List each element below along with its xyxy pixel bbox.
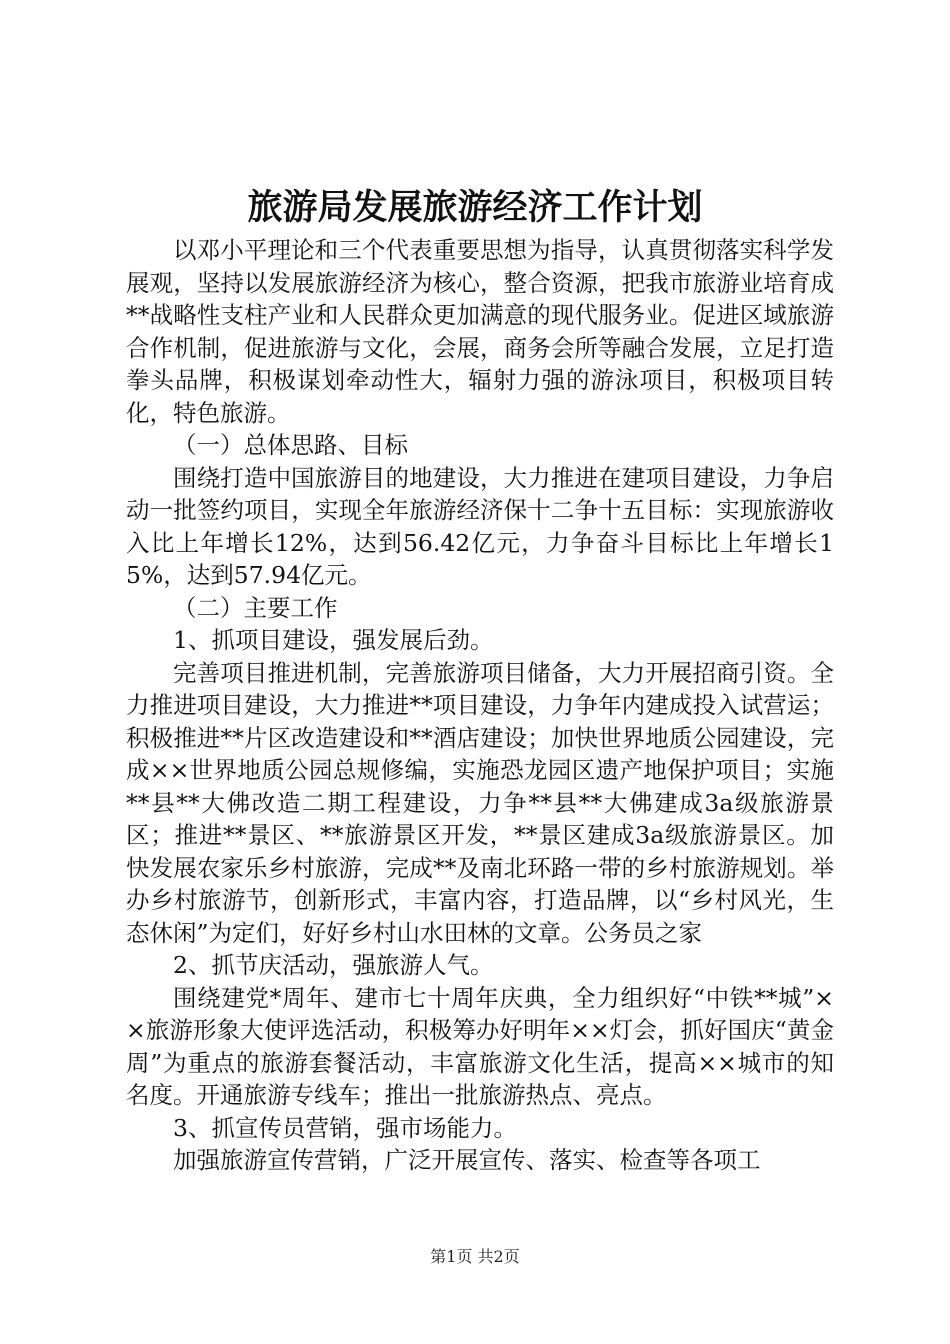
subheading-item-1: 1、抓项目建设，强发展后劲。 bbox=[173, 626, 494, 654]
document-body bbox=[126, 234, 834, 1177]
paragraph-goals: 围绕打造中国旅游目的地建设，大力推进在建项目建设，力争启动一批签约项目，实现全年旅游经济保十二争十五目标：实现旅游收入比上年增长12%，达到56.42亿元，力争奋斗目标比上年增长15%，达到57.94亿元。 bbox=[126, 463, 834, 589]
subheading-item-2: 2、抓节庆活动，强旅游人气。 bbox=[173, 951, 494, 979]
section-heading-1: （一）总体思路、目标 bbox=[173, 431, 408, 459]
paragraph-festivals: 围绕建党*周年、建市七十周年庆典，全力组织好“中铁**城”××旅游形象大使评选活动，积极筹办好明年××灯会，抓好国庆“黄金周”为重点的旅游套餐活动，丰富旅游文化生活，提高××城市的知名度。开通旅游专线车；推出一批旅游热点、亮点。 bbox=[126, 983, 834, 1109]
section-heading-2: （二）主要工作 bbox=[173, 593, 338, 622]
document-title: 旅游局发展旅游经济工作计划 bbox=[247, 187, 703, 228]
subheading-item-3: 3、抓宣传员营销，强市场能力。 bbox=[173, 1113, 517, 1142]
paragraph-intro: 以邓小平理论和三个代表重要思想为指导，认真贯彻落实科学发展观，坚持以发展旅游经济为核心，整合资源，把我市旅游业培育成**战略性支柱产业和人民群众更加满意的现代服务业。促进区域旅游合作机制，促进旅游与文化，会展，商务会所等融合发展，立足打造拳头品牌，积极谋划牵动性大，辐射力强的游泳项目，积极项目转化，特色旅游。 bbox=[126, 236, 834, 427]
paragraph-projects: 完善项目推进机制，完善旅游项目储备，大力开展招商引资。全力推进项目建设，大力推进**项目建设，力争年内建成投入试营运；积极推进**片区改造建设和**酒店建设；加快世界地质公园建设，完成××世界地质公园总规修编，实施恐龙园区遗产地保护项目；实施**县**大佛改造二期工程建设，力争**县**大佛建成3a级旅游景区；推进**景区、**旅游景区开发，**景区建成3a级旅游景区。加快发展农家乐乡村旅游，完成**及南北环路一带的乡村旅游规划。举办乡村旅游节，创新形式，丰富内容，打造品牌，以“乡村风光，生态休闲”为定们，好好乡村山水田林的文章。公务员之家 bbox=[126, 658, 834, 947]
paragraph-marketing: 加强旅游宣传营销，广泛开展宣传、落实、检查等各项工 bbox=[173, 1146, 761, 1174]
page-footer: 第1页 共2页 bbox=[430, 1247, 520, 1266]
